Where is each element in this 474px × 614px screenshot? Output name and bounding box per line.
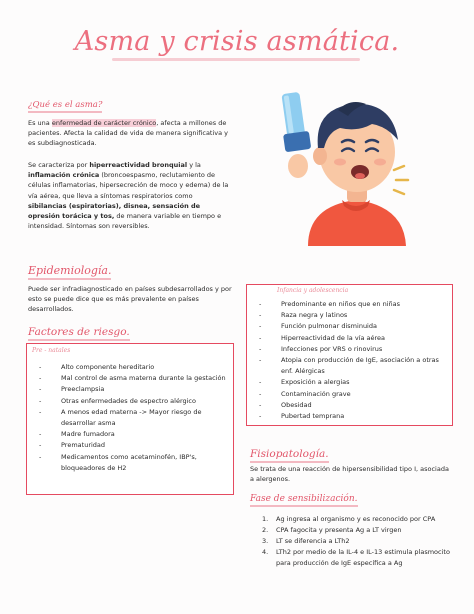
bullet: -	[259, 356, 262, 365]
list-item	[259, 299, 447, 310]
bullet: -	[39, 407, 42, 416]
section-heading-asma	[28, 100, 102, 113]
heading-text: Fisiopatología.	[250, 448, 329, 460]
heading-text: Fase de sensibilización.	[250, 494, 358, 504]
list-item	[259, 344, 447, 355]
bullet: -	[259, 311, 262, 320]
heading-underline	[28, 339, 130, 341]
bullet: -	[39, 363, 42, 371]
list-item	[39, 440, 227, 451]
list-item	[39, 429, 227, 440]
list-item-text: Madre fumadora	[61, 430, 115, 439]
highlighted-text: enfermedad de carácter crónico	[51, 119, 157, 127]
childhood-risk-list	[259, 299, 447, 422]
bold-text: hiperreactividad bronquial	[89, 161, 188, 169]
bullet: -	[259, 378, 262, 387]
epidemiologia-paragraph: Puede ser infradiagnosticado en países subdesarrollados y por esto se puede dice que es más prevalente en países desarrollados.	[28, 285, 232, 314]
list-item	[259, 355, 447, 377]
text-span: , afecta a millones de pacientes. Afecta la calidad de vida de manera significativa y es subdiagnosticada.	[28, 119, 229, 148]
bold-text: inflamación crónica	[28, 171, 100, 180]
bullet: -	[259, 333, 262, 342]
list-item-text: Raza negra y latinos	[281, 311, 348, 320]
list-item	[262, 514, 454, 525]
list-item	[259, 411, 447, 422]
list-item	[259, 333, 447, 344]
bullet: -	[259, 344, 262, 353]
bullet: -	[259, 389, 262, 398]
list-item	[39, 396, 227, 407]
list-item-text: Obesidad	[281, 400, 312, 409]
child-with-inhaler-icon	[268, 88, 446, 246]
list-item-text: Hiperreactividad de la vía aérea	[281, 333, 386, 342]
heading-text: Factores de riesgo.	[28, 326, 130, 338]
list-item	[39, 373, 227, 384]
asma-paragraph-1	[28, 118, 233, 149]
step-number: 4.	[262, 548, 269, 556]
bullet: -	[39, 374, 42, 383]
list-item-text: LT se diferencia a LTh2	[276, 537, 350, 545]
title-underline	[112, 58, 360, 61]
bullet: -	[259, 412, 262, 421]
list-item-text: Otras enfermedades de espectro alérgico	[61, 396, 196, 405]
heading-text: ¿Qué es el asma?	[28, 100, 103, 110]
step-number: 1.	[262, 515, 269, 523]
list-item	[39, 407, 227, 429]
text-span: (broncoespasmo, reclutamiento de células inflamatorias, hipersecreción de moco y edema) de la vía aérea, que lleva a síntomas respiratorios como	[28, 171, 229, 200]
list-item-text: Infecciones por VRS o rinovirus	[281, 344, 383, 353]
heading-underline	[28, 278, 111, 280]
list-item-text: Mal control de asma materna durante la gestación	[61, 374, 226, 383]
list-item	[259, 389, 447, 400]
list-item	[259, 400, 447, 411]
list-item-text: Predominante en niños que en niñas	[281, 300, 400, 308]
list-item-text: A menos edad materna -> Mayor riesgo de desarrollar asma	[61, 407, 202, 428]
bullet: -	[39, 452, 42, 461]
text-span: y la	[187, 161, 201, 169]
box-label: Infancia y adolescencia	[277, 287, 349, 294]
bold-text: sibilancias (espiratorias), disnea, sensación de opresión torácica y tos,	[28, 201, 201, 221]
list-item	[262, 525, 454, 536]
list-item-text: Alto componente hereditario	[61, 363, 155, 371]
text-span: Es una	[28, 119, 52, 127]
text-span: Se caracteriza por	[28, 161, 90, 169]
heading-underline	[250, 461, 329, 463]
page-title: Asma y crisis asmática.	[74, 26, 400, 57]
heading-underline	[250, 505, 358, 507]
list-item	[262, 536, 454, 547]
bullet: -	[39, 396, 42, 405]
list-item-text: Prematuridad	[61, 441, 106, 450]
list-item	[39, 452, 227, 474]
list-item	[259, 321, 447, 332]
section-heading-fase	[250, 494, 358, 507]
step-number: 3.	[262, 537, 269, 545]
section-heading-epidemiologia	[28, 264, 111, 280]
list-item-text: LTh2 por medio de la IL-4 e IL-13 estimula plasmocito para producción de IgE específica a Ag	[276, 548, 450, 567]
list-item-text: Función pulmonar disminuida	[281, 322, 377, 331]
prenatal-risk-box	[26, 343, 234, 495]
list-item-text: Pubertad temprana	[281, 412, 345, 421]
fisiopatologia-paragraph: Se trata de una reacción de hipersensibilidad tipo I, asociada a alergenos.	[250, 465, 449, 484]
heading-text: Epidemiología.	[28, 264, 112, 277]
list-item	[259, 377, 447, 388]
bullet: -	[39, 385, 42, 394]
text-span: de manera variable en tiempo e intensidad. Síntomas son reversibles.	[28, 212, 222, 231]
list-item	[259, 310, 447, 321]
bullet: -	[39, 441, 42, 450]
step-number: 2.	[262, 526, 269, 534]
bullet: -	[259, 300, 262, 308]
list-item-text: Medicamentos como acetaminofén, IBP's, bloqueadores de H2	[61, 452, 197, 472]
bullet: -	[39, 430, 42, 439]
section-heading-factores	[28, 326, 130, 341]
bullet: -	[259, 400, 262, 409]
section-heading-fisiopatologia	[250, 448, 329, 463]
list-item	[39, 362, 227, 373]
list-item	[262, 547, 454, 569]
list-item-text: Contaminación grave	[281, 389, 351, 398]
box-label: Pre - natales	[32, 347, 71, 354]
list-item-text: Preeclampsia	[61, 385, 105, 394]
list-item	[39, 384, 227, 395]
list-item-text: Exposición a alergias	[281, 378, 350, 387]
asma-paragraph-2	[28, 160, 233, 231]
sensitization-steps-list	[262, 514, 454, 569]
list-item-text: Ag ingresa al organismo y es reconocido por CPA	[276, 515, 436, 523]
list-item-text: CPA fagocita y presenta Ag a LT virgen	[276, 526, 402, 534]
childhood-risk-box	[246, 284, 453, 426]
heading-underline	[28, 111, 102, 113]
prenatal-risk-list	[39, 362, 227, 474]
list-item-text: Atopia con producción de IgE, asociación a otras enf. Alérgicas	[281, 356, 439, 376]
bullet: -	[259, 322, 262, 331]
